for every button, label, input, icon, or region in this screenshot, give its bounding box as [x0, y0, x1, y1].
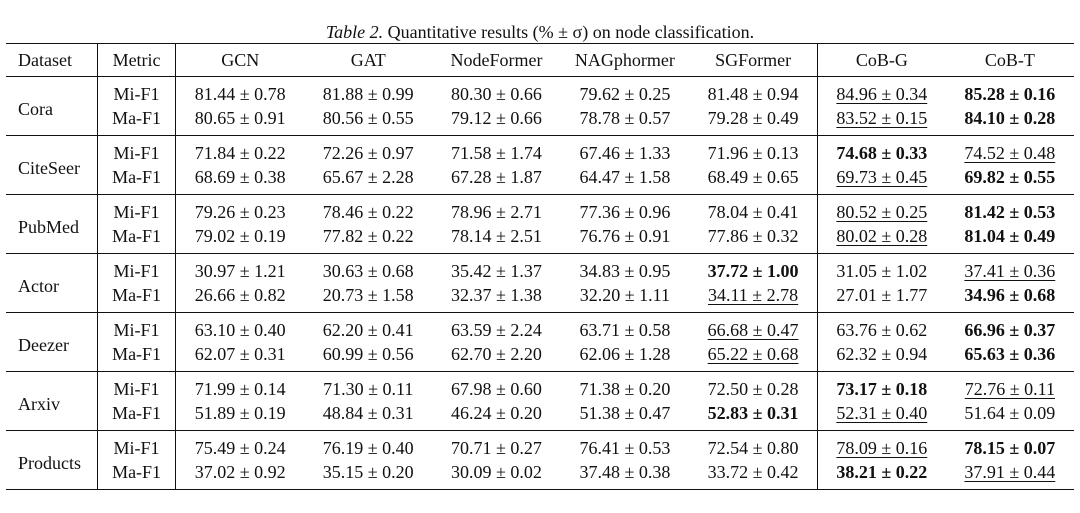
result-value: 37.72 ± 1.00 [707, 261, 799, 281]
table-cell [176, 106, 304, 136]
result-value: 69.73 ± 0.45 [836, 167, 928, 187]
table-cell [817, 77, 945, 107]
table-cell [946, 224, 1074, 254]
table-cell [561, 165, 690, 195]
result-value: 20.73 ± 1.58 [322, 285, 414, 305]
result-value: 63.76 ± 0.62 [836, 320, 928, 340]
table-cell [689, 195, 817, 225]
table-row [6, 106, 1074, 136]
result-value: 77.36 ± 0.96 [579, 202, 671, 222]
result-value: 72.54 ± 0.80 [707, 438, 799, 458]
table-cell [689, 460, 817, 490]
table-cell [689, 136, 817, 166]
dataset-name: PubMed [6, 195, 97, 254]
dataset-name: Actor [6, 254, 97, 313]
table-cell [561, 77, 690, 107]
table-cell [561, 283, 690, 313]
result-value: 69.82 ± 0.55 [964, 167, 1056, 187]
table-cell [689, 401, 817, 431]
metric-name: Ma-F1 [97, 342, 176, 372]
table-cell [561, 401, 690, 431]
result-value: 65.67 ± 2.28 [322, 167, 414, 187]
table-cell [689, 77, 817, 107]
table-cell [176, 77, 304, 107]
dataset-name: Deezer [6, 313, 97, 372]
table-cell [817, 195, 945, 225]
table-cell [946, 254, 1074, 284]
result-value: 78.96 ± 2.71 [451, 202, 542, 222]
result-value: 77.86 ± 0.32 [707, 226, 799, 246]
table-cell [304, 106, 432, 136]
table-cell [304, 431, 432, 461]
table-row [6, 195, 1074, 225]
result-value: 76.41 ± 0.53 [579, 438, 671, 458]
table-cell [561, 136, 690, 166]
table-cell [817, 165, 945, 195]
result-value: 64.47 ± 1.58 [579, 167, 671, 187]
table-cell [946, 136, 1074, 166]
result-value: 78.09 ± 0.16 [836, 438, 928, 458]
table-cell [176, 283, 304, 313]
table-cell [946, 77, 1074, 107]
table-cell [946, 283, 1074, 313]
table-cell [817, 224, 945, 254]
column-header: NAGphormer [561, 44, 690, 77]
table-cell [304, 401, 432, 431]
table-row [6, 283, 1074, 313]
result-value: 73.17 ± 0.18 [836, 379, 928, 399]
table-cell [689, 165, 817, 195]
table-cell [817, 136, 945, 166]
table-cell [817, 283, 945, 313]
table-cell [946, 460, 1074, 490]
result-value: 71.58 ± 1.74 [451, 143, 542, 163]
table-cell [689, 372, 817, 402]
table-cell [561, 195, 690, 225]
result-value: 52.83 ± 0.31 [707, 403, 799, 423]
result-value: 37.48 ± 0.38 [579, 462, 671, 482]
result-value: 60.99 ± 0.56 [322, 344, 414, 364]
table-cell [304, 372, 432, 402]
result-value: 84.10 ± 0.28 [964, 108, 1056, 128]
table-cell [304, 195, 432, 225]
table-cell [561, 254, 690, 284]
table-cell [946, 431, 1074, 461]
table-row [6, 224, 1074, 254]
metric-name: Ma-F1 [97, 283, 176, 313]
result-value: 78.14 ± 2.51 [451, 226, 542, 246]
result-value: 51.38 ± 0.47 [579, 403, 671, 423]
result-value: 71.38 ± 0.20 [579, 379, 671, 399]
caption-text: Quantitative results (% ± σ) on node classification. [387, 22, 755, 42]
table-header [6, 44, 1074, 77]
result-value: 76.19 ± 0.40 [322, 438, 414, 458]
column-header: Metric [97, 44, 176, 77]
column-header: Dataset [6, 44, 97, 77]
table-cell [176, 431, 304, 461]
metric-name: Ma-F1 [97, 106, 176, 136]
result-value: 79.26 ± 0.23 [194, 202, 286, 222]
metric-name: Mi-F1 [97, 431, 176, 461]
result-value: 71.99 ± 0.14 [194, 379, 286, 399]
table-cell [432, 342, 560, 372]
result-value: 83.52 ± 0.15 [836, 108, 928, 128]
result-value: 62.70 ± 2.20 [451, 344, 542, 364]
table-row [6, 313, 1074, 343]
table-cell [176, 372, 304, 402]
result-value: 48.84 ± 0.31 [322, 403, 414, 423]
table-cell [561, 313, 690, 343]
metric-name: Mi-F1 [97, 313, 176, 343]
result-value: 80.30 ± 0.66 [451, 84, 542, 104]
result-value: 81.88 ± 0.99 [322, 84, 414, 104]
result-value: 71.96 ± 0.13 [707, 143, 799, 163]
table-row [6, 401, 1074, 431]
result-value: 78.15 ± 0.07 [964, 438, 1056, 458]
result-value: 67.98 ± 0.60 [451, 379, 542, 399]
result-value: 62.06 ± 1.28 [579, 344, 671, 364]
table-cell [176, 313, 304, 343]
table-row [6, 77, 1074, 107]
result-value: 65.63 ± 0.36 [964, 344, 1056, 364]
table-cell [176, 342, 304, 372]
result-value: 51.64 ± 0.09 [964, 403, 1056, 423]
result-value: 77.82 ± 0.22 [322, 226, 414, 246]
result-value: 78.78 ± 0.57 [579, 108, 671, 128]
column-header: CoB-T [946, 44, 1074, 77]
table-cell [946, 165, 1074, 195]
result-value: 67.46 ± 1.33 [579, 143, 671, 163]
metric-name: Mi-F1 [97, 372, 176, 402]
table-cell [432, 313, 560, 343]
result-value: 34.96 ± 0.68 [964, 285, 1056, 305]
result-value: 26.66 ± 0.82 [194, 285, 286, 305]
result-value: 81.44 ± 0.78 [194, 84, 286, 104]
table-cell [561, 342, 690, 372]
result-value: 78.46 ± 0.22 [322, 202, 414, 222]
column-header: GAT [304, 44, 432, 77]
result-value: 35.42 ± 1.37 [451, 261, 542, 281]
metric-name: Mi-F1 [97, 254, 176, 284]
result-value: 66.96 ± 0.37 [964, 320, 1056, 340]
table-cell [432, 401, 560, 431]
table-cell [689, 106, 817, 136]
table-cell [817, 372, 945, 402]
result-value: 72.26 ± 0.97 [322, 143, 414, 163]
result-value: 63.71 ± 0.58 [579, 320, 671, 340]
column-header: SGFormer [689, 44, 817, 77]
table-cell [946, 313, 1074, 343]
table-row [6, 136, 1074, 166]
result-value: 80.52 ± 0.25 [836, 202, 928, 222]
table-cell [561, 372, 690, 402]
result-value: 72.76 ± 0.11 [964, 379, 1055, 399]
table-cell [304, 283, 432, 313]
table-cell [561, 431, 690, 461]
table-cell [689, 254, 817, 284]
result-value: 51.89 ± 0.19 [194, 403, 286, 423]
metric-name: Ma-F1 [97, 460, 176, 490]
result-value: 63.59 ± 2.24 [451, 320, 542, 340]
result-value: 80.02 ± 0.28 [836, 226, 928, 246]
result-value: 84.96 ± 0.34 [836, 84, 928, 104]
result-value: 67.28 ± 1.87 [451, 167, 542, 187]
table-cell [689, 431, 817, 461]
table-cell [176, 401, 304, 431]
metric-name: Mi-F1 [97, 195, 176, 225]
result-value: 68.49 ± 0.65 [707, 167, 799, 187]
result-value: 74.68 ± 0.33 [836, 143, 928, 163]
result-value: 32.20 ± 1.11 [579, 285, 671, 305]
table-cell [561, 106, 690, 136]
table-cell [946, 106, 1074, 136]
result-value: 27.01 ± 1.77 [836, 285, 928, 305]
result-value: 65.22 ± 0.68 [707, 344, 799, 364]
table-cell [817, 106, 945, 136]
result-value: 38.21 ± 0.22 [836, 462, 928, 482]
result-value: 30.63 ± 0.68 [322, 261, 414, 281]
result-value: 52.31 ± 0.40 [836, 403, 928, 423]
table-cell [304, 254, 432, 284]
table-cell [817, 313, 945, 343]
table-cell [432, 224, 560, 254]
table-cell [432, 254, 560, 284]
result-value: 79.12 ± 0.66 [451, 108, 542, 128]
result-value: 81.04 ± 0.49 [964, 226, 1056, 246]
result-value: 72.50 ± 0.28 [707, 379, 799, 399]
table-cell [432, 136, 560, 166]
table-cell [432, 431, 560, 461]
dataset-name: Arxiv [6, 372, 97, 431]
table-cell [689, 224, 817, 254]
table-body [6, 77, 1074, 490]
table-cell [817, 401, 945, 431]
result-value: 30.97 ± 1.21 [194, 261, 286, 281]
table-cell [176, 136, 304, 166]
result-value: 78.04 ± 0.41 [707, 202, 799, 222]
column-header: GCN [176, 44, 304, 77]
table-cell [176, 224, 304, 254]
table-cell [946, 372, 1074, 402]
table-row [6, 342, 1074, 372]
table-cell [817, 254, 945, 284]
table-cell [561, 460, 690, 490]
table-cell [817, 460, 945, 490]
table-cell [432, 195, 560, 225]
table-cell [689, 313, 817, 343]
result-value: 71.84 ± 0.22 [194, 143, 286, 163]
result-value: 34.83 ± 0.95 [579, 261, 671, 281]
result-value: 80.65 ± 0.91 [194, 108, 286, 128]
table-cell [432, 283, 560, 313]
result-value: 37.02 ± 0.92 [194, 462, 286, 482]
table-cell [946, 195, 1074, 225]
caption-label: Table 2. [325, 22, 384, 42]
result-value: 81.48 ± 0.94 [707, 84, 799, 104]
table-cell [817, 431, 945, 461]
table-cell [432, 77, 560, 107]
result-value: 30.09 ± 0.02 [451, 462, 542, 482]
table-cell [946, 401, 1074, 431]
table-cell [561, 224, 690, 254]
table-cell [689, 342, 817, 372]
result-value: 62.20 ± 0.41 [322, 320, 414, 340]
table-cell [304, 136, 432, 166]
result-value: 34.11 ± 2.78 [707, 285, 799, 305]
result-value: 35.15 ± 0.20 [322, 462, 414, 482]
table-cell [689, 283, 817, 313]
table-row [6, 431, 1074, 461]
table-cell [304, 313, 432, 343]
result-value: 68.69 ± 0.38 [194, 167, 286, 187]
table-cell [176, 460, 304, 490]
header-row [6, 44, 1074, 77]
table-cell [176, 195, 304, 225]
result-value: 66.68 ± 0.47 [707, 320, 799, 340]
column-header: NodeFormer [432, 44, 560, 77]
result-value: 79.28 ± 0.49 [707, 108, 799, 128]
result-value: 85.28 ± 0.16 [964, 84, 1056, 104]
result-value: 33.72 ± 0.42 [707, 462, 799, 482]
results-table [6, 43, 1074, 490]
table-cell [432, 372, 560, 402]
table-cell [304, 77, 432, 107]
column-header: CoB-G [817, 44, 945, 77]
dataset-name: Cora [6, 77, 97, 136]
table-cell [176, 165, 304, 195]
result-value: 46.24 ± 0.20 [451, 403, 542, 423]
table-cell [304, 342, 432, 372]
table-row [6, 372, 1074, 402]
metric-name: Mi-F1 [97, 77, 176, 107]
result-value: 37.91 ± 0.44 [964, 462, 1056, 482]
table-row [6, 460, 1074, 490]
metric-name: Ma-F1 [97, 401, 176, 431]
table-row [6, 165, 1074, 195]
result-value: 31.05 ± 1.02 [836, 261, 928, 281]
result-value: 74.52 ± 0.48 [964, 143, 1056, 163]
result-value: 80.56 ± 0.55 [322, 108, 414, 128]
result-value: 71.30 ± 0.11 [323, 379, 414, 399]
table-cell [432, 106, 560, 136]
result-value: 37.41 ± 0.36 [964, 261, 1056, 281]
table-cell [817, 342, 945, 372]
metric-name: Ma-F1 [97, 165, 176, 195]
table-caption [0, 22, 1080, 44]
table-cell [946, 342, 1074, 372]
table-cell [432, 165, 560, 195]
table-cell [432, 460, 560, 490]
table-row [6, 254, 1074, 284]
result-value: 62.32 ± 0.94 [836, 344, 928, 364]
result-value: 81.42 ± 0.53 [964, 202, 1056, 222]
table-cell [176, 254, 304, 284]
result-value: 32.37 ± 1.38 [451, 285, 542, 305]
result-value: 63.10 ± 0.40 [194, 320, 286, 340]
result-value: 79.02 ± 0.19 [194, 226, 286, 246]
table-cell [304, 224, 432, 254]
result-value: 79.62 ± 0.25 [579, 84, 671, 104]
result-value: 62.07 ± 0.31 [194, 344, 286, 364]
result-value: 76.76 ± 0.91 [579, 226, 671, 246]
result-value: 75.49 ± 0.24 [194, 438, 286, 458]
metric-name: Mi-F1 [97, 136, 176, 166]
table-cell [304, 165, 432, 195]
dataset-name: CiteSeer [6, 136, 97, 195]
metric-name: Ma-F1 [97, 224, 176, 254]
result-value: 70.71 ± 0.27 [451, 438, 542, 458]
table-cell [304, 460, 432, 490]
dataset-name: Products [6, 431, 97, 490]
